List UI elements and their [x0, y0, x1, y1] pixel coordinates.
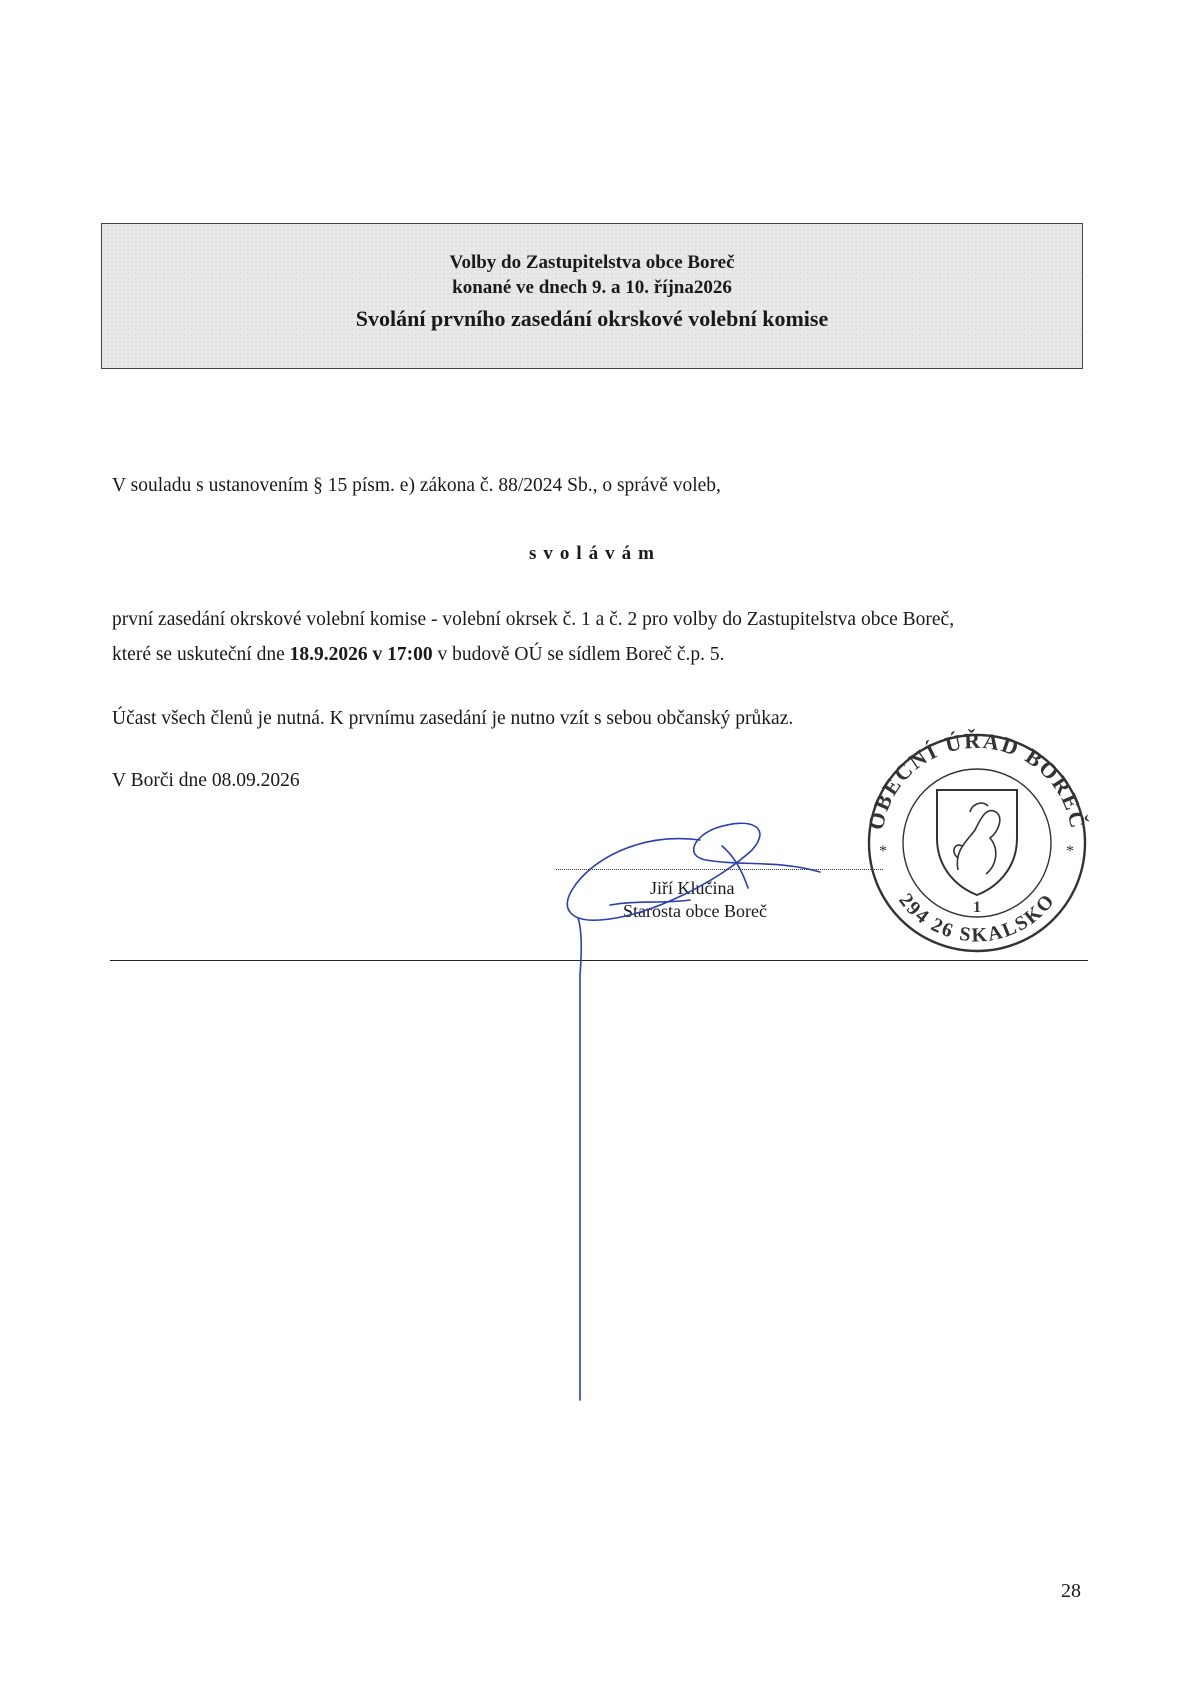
- header-document-title: Svolání prvního zasedání okrskové volební komise: [355, 306, 829, 331]
- paragraph-2: Účast všech členů je nutná. K prvnímu zasedání je nutno vzít s sebou občanský průkaz.: [112, 708, 794, 729]
- meeting-time: 17:00: [387, 644, 433, 665]
- stamp-star-right-icon: *: [1066, 843, 1074, 860]
- meeting-date: 18.9.2026: [289, 644, 368, 665]
- paragraph-1-line-2-start: které se uskuteční dne: [112, 644, 290, 665]
- stamp-number: 1: [973, 899, 981, 916]
- paragraph-1-line-2-end: v budově OÚ se sídlem Boreč č.p. 5.: [432, 644, 725, 665]
- meeting-time-prefix: v: [367, 644, 388, 665]
- handwritten-signature: [567, 823, 820, 1400]
- stamp-text-top: OBECNÍ ÚŘAD BOREČ: [862, 727, 1092, 832]
- coat-of-arms-shield-icon: [937, 790, 1017, 895]
- paragraph-1-line-1: první zasedání okrskové volební komise - volební okrsek č. 1 a č. 2 pro volby do Zastupitelstva obce Boreč,: [112, 609, 955, 630]
- place-and-date: V Borči dne 08.09.2026: [112, 770, 300, 791]
- lion-icon: [954, 803, 1000, 874]
- stamp-star-left-icon: *: [879, 843, 887, 860]
- signatory-title: Starosta obce Boreč: [623, 901, 767, 921]
- stamp-text-bottom: 294 26 SKALSKO: [894, 889, 1060, 947]
- page-number: 28: [1061, 1580, 1081, 1602]
- signatory-name: Jiří Klučina: [650, 878, 735, 898]
- convene-heading: svolávám: [529, 543, 661, 564]
- header-election-dates: konané ve dnech 9. a 10. října2026: [452, 277, 732, 298]
- intro-text: V souladu s ustanovením § 15 písm. e) zákona č. 88/2024 Sb., o správě voleb,: [112, 475, 721, 496]
- header-election-title: Volby do Zastupitelstva obce Boreč: [449, 252, 735, 273]
